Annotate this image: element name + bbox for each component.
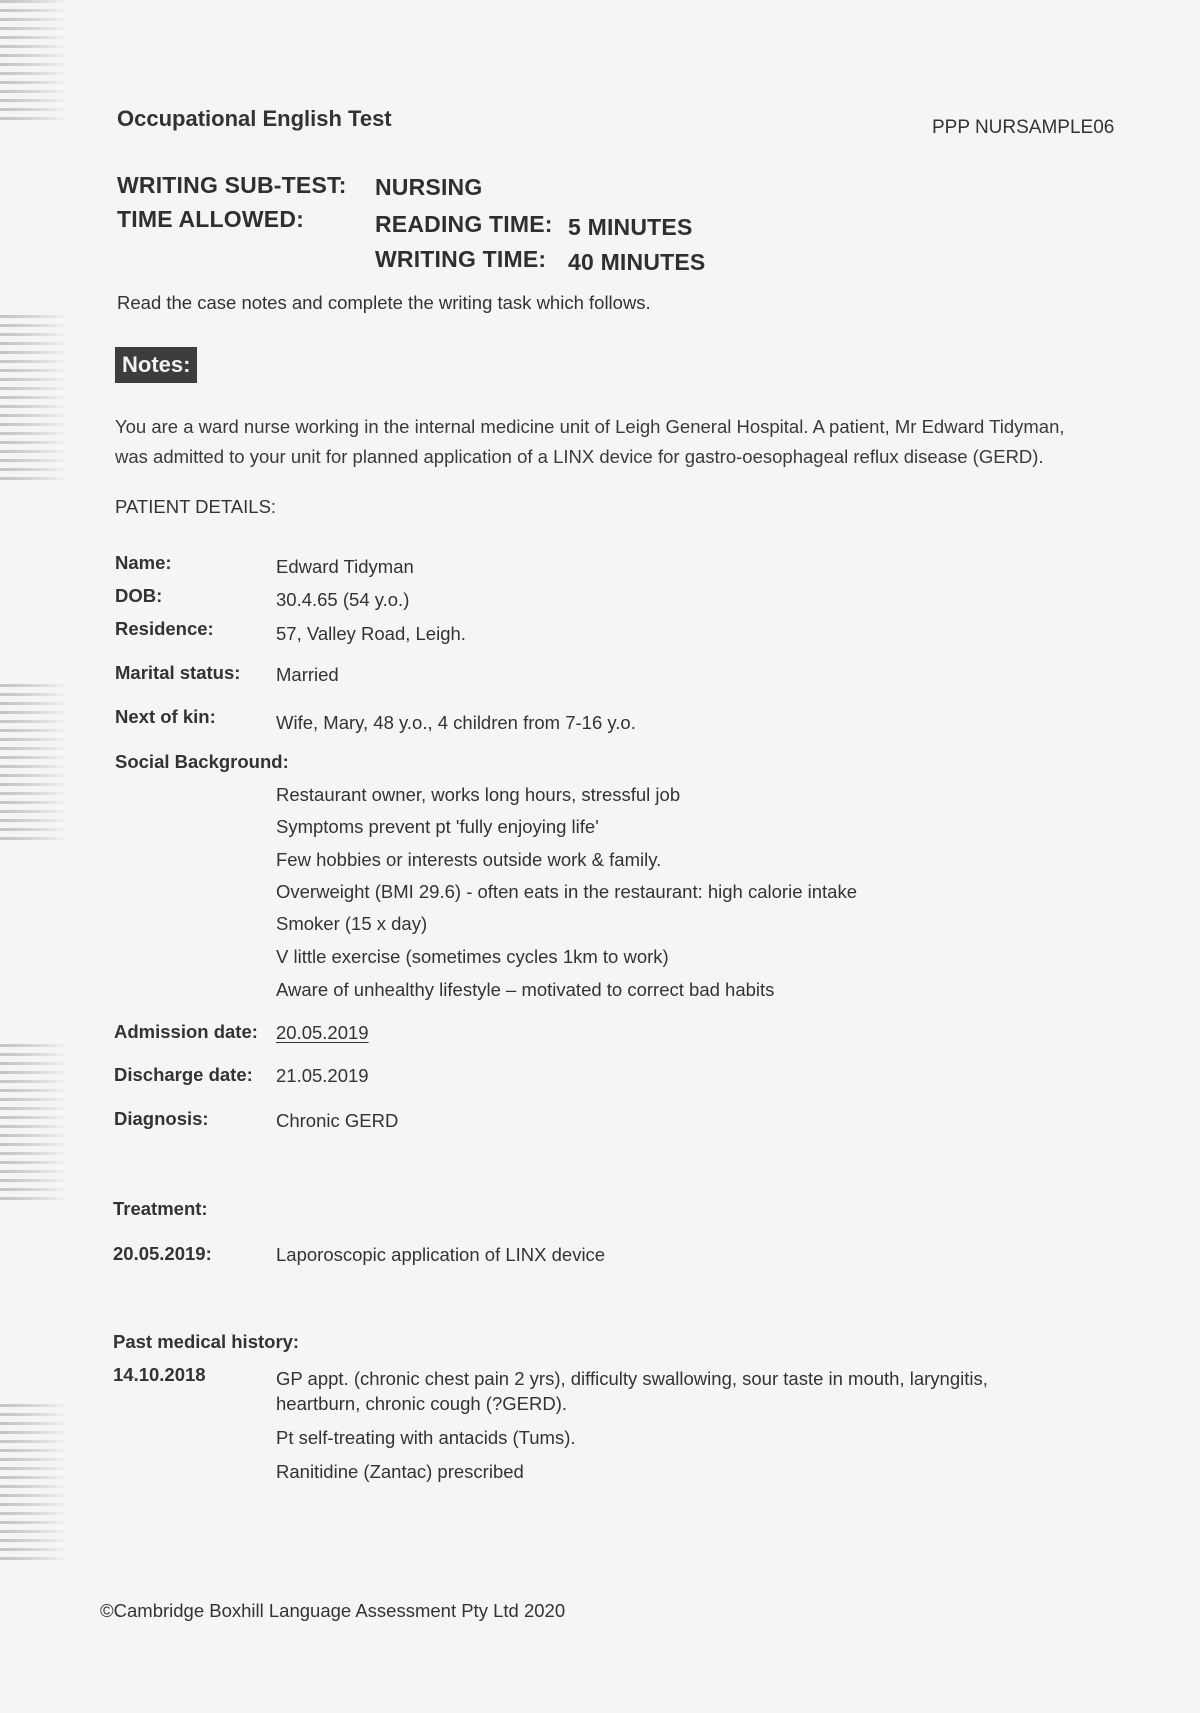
intro-line-2: was admitted to your unit for planned application of a LINX device for gastro-oesophageal reflux disease (GERD). (115, 446, 1044, 467)
detail-value-marital: Married (276, 664, 339, 685)
treatment-date: 20.05.2019: (113, 1243, 212, 1264)
discharge-date-value: 21.05.2019 (276, 1065, 369, 1086)
history-line: GP appt. (chronic chest pain 2 yrs), difficulty swallowing, sour taste in mouth, laryngitis, (276, 1368, 988, 1389)
social-item: Aware of unhealthy lifestyle – motivated to correct bad habits (276, 979, 775, 1000)
admission-date-value: 20.05.2019 (276, 1022, 369, 1043)
social-item: Overweight (BMI 29.6) - often eats in the restaurant: high calorie intake (276, 881, 857, 902)
intro-line-1: You are a ward nurse working in the internal medicine unit of Leigh General Hospital. A patient, Mr Edward Tidyman, (115, 416, 1065, 437)
subtest-label: WRITING SUB-TEST: (117, 172, 347, 198)
binding-gap (0, 480, 70, 680)
social-item: V little exercise (sometimes cycles 1km to work) (276, 946, 669, 967)
binding-gap (0, 1200, 70, 1400)
writing-time-label: WRITING TIME: (375, 246, 547, 272)
detail-label-kin: Next of kin: (115, 706, 216, 727)
notes-badge: Notes: (115, 347, 197, 383)
discharge-date-label: Discharge date: (114, 1064, 253, 1085)
detail-value-kin: Wife, Mary, 48 y.o., 4 children from 7-16 y.o. (276, 712, 636, 733)
binding-gap (0, 1560, 70, 1713)
detail-label-marital: Marital status: (115, 662, 241, 683)
history-line: heartburn, chronic cough (?GERD). (276, 1393, 567, 1414)
past-history-date: 14.10.2018 (113, 1364, 206, 1385)
copyright-footer: ©Cambridge Boxhill Language Assessment Pty Ltd 2020 (100, 1600, 566, 1621)
history-line: Pt self-treating with antacids (Tums). (276, 1427, 576, 1448)
sample-code: PPP NURSAMPLE06 (932, 117, 1115, 138)
social-item: Symptoms prevent pt 'fully enjoying life' (276, 816, 599, 837)
detail-value-name: Edward Tidyman (276, 556, 414, 577)
test-title: Occupational English Test (117, 106, 392, 131)
social-background-label: Social Background: (115, 751, 289, 772)
social-item: Restaurant owner, works long hours, stressful job (276, 784, 681, 805)
reading-time-label: READING TIME: (375, 211, 553, 237)
patient-details-heading: PATIENT DETAILS: (115, 496, 277, 517)
reading-time-value: 5 MINUTES (568, 214, 693, 240)
social-item: Smoker (15 x day) (276, 913, 428, 934)
time-allowed-label: TIME ALLOWED: (117, 206, 304, 232)
binding-gap (0, 840, 70, 1040)
detail-label-name: Name: (115, 552, 172, 573)
treatment-label: Treatment: (113, 1198, 208, 1219)
instruction-text: Read the case notes and complete the writing task which follows. (117, 292, 651, 313)
admission-date-label: Admission date: (114, 1021, 258, 1042)
writing-time-value: 40 MINUTES (568, 249, 706, 275)
binding-gap (0, 120, 70, 310)
past-history-label: Past medical history: (113, 1331, 300, 1352)
diagnosis-value: Chronic GERD (276, 1110, 399, 1131)
detail-value-residence: 57, Valley Road, Leigh. (276, 623, 466, 644)
social-item: Few hobbies or interests outside work & family. (276, 849, 662, 870)
history-line: Ranitidine (Zantac) prescribed (276, 1461, 524, 1482)
detail-label-residence: Residence: (115, 618, 214, 639)
detail-value-dob: 30.4.65 (54 y.o.) (276, 589, 410, 610)
treatment-value: Laporoscopic application of LINX device (276, 1244, 606, 1265)
subtest-value: NURSING (375, 174, 483, 200)
detail-label-dob: DOB: (115, 585, 163, 606)
diagnosis-label: Diagnosis: (114, 1108, 209, 1129)
